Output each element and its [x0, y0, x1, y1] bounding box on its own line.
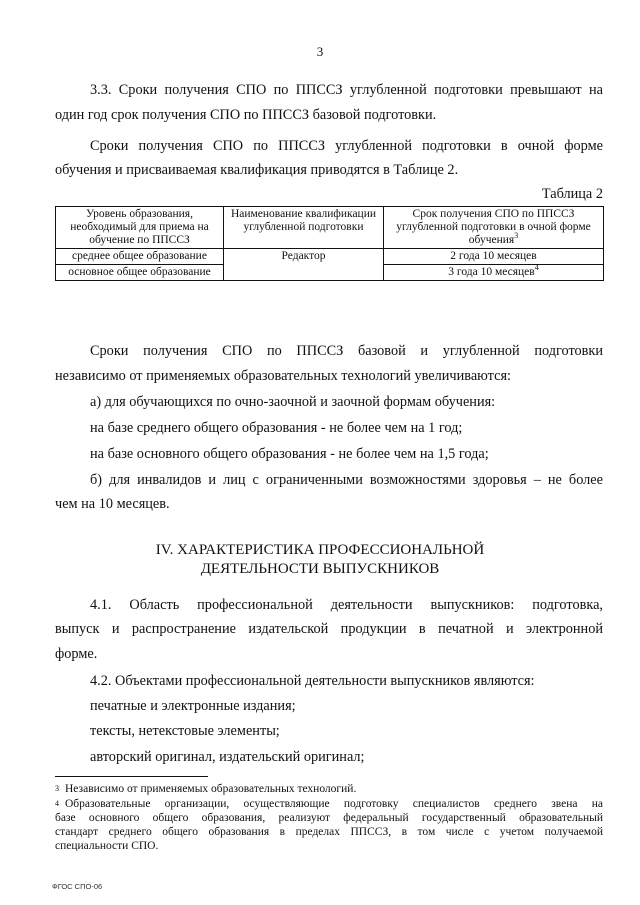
- footnote-ref-3: 3: [514, 231, 519, 241]
- para-4-2: 4.2. Объектами профессиональной деятельности выпускников являются:: [90, 673, 535, 689]
- object-item: тексты, нетекстовые элементы;: [90, 723, 280, 739]
- object-item: авторский оригинал, издательский оригинал;: [90, 749, 365, 765]
- section-title-line2: ДЕЯТЕЛЬНОСТИ ВЫПУСКНИКОВ: [200, 561, 440, 577]
- para-increase-line2: независимо от применяемых образовательных технологий увеличиваются:: [55, 368, 511, 384]
- table-cell-level: основное общее образование: [56, 265, 224, 281]
- table-caption: Таблица 2: [541, 186, 603, 202]
- footnote-4-line2: базе основного общего образования, реализуют федеральный государственный образовательный: [55, 812, 603, 824]
- item-a: а) для обучающихся по очно-заочной и заочной формам обучения:: [90, 394, 496, 410]
- footnote-ref-4: 4: [534, 263, 539, 273]
- page-number: 3: [316, 44, 324, 59]
- para-3-3-line1: 3.3. Сроки получения СПО по ППССЗ углубленной подготовки превышают на: [90, 82, 603, 98]
- table-header-qualification: Наименование квалификации углубленной подготовки: [224, 207, 384, 249]
- table-cell-level: среднее общее образование: [56, 249, 224, 265]
- footnote-4-line1: $^4$ Образовательные организации, осуществляющие подготовку специалистов среднего звена на: [55, 798, 603, 810]
- item-b-line2: чем на 10 месяцев.: [55, 496, 170, 512]
- para-3-3-line2: один год срок получения СПО по ППССЗ базовой подготовки.: [55, 107, 437, 123]
- table-header-level: Уровень образования, необходимый для приема на обучение по ППССЗ: [56, 207, 224, 249]
- para-increase-line1: Сроки получения СПО по ППССЗ базовой и углубленной подготовки: [90, 343, 603, 359]
- para-4-1-line1: 4.1. Область профессиональной деятельности выпускников: подготовка,: [90, 597, 603, 613]
- section-title-line1: IV. ХАРАКТЕРИСТИКА ПРОФЕССИОНАЛЬНОЙ: [155, 542, 485, 558]
- footnote-3: $^3$ Независимо от применяемых образовательных технологий.: [55, 783, 357, 795]
- table-header-duration: Срок получения СПО по ППССЗ углубленной подготовки в очной форме обучения$^3$: [384, 207, 604, 249]
- item-secondary: на базе среднего общего образования - не более чем на 1 год;: [90, 420, 463, 436]
- document-code: ФГОС СПО-06: [52, 882, 103, 891]
- item-basic: на базе основного общего образования - не более чем на 1,5 года;: [90, 446, 489, 462]
- para-terms-line1: Сроки получения СПО по ППССЗ углубленной подготовки в очной форме: [90, 138, 603, 154]
- table-cell-qualification: Редактор: [224, 249, 384, 281]
- para-4-1-line3: форме.: [55, 646, 98, 662]
- object-item: печатные и электронные издания;: [90, 698, 296, 714]
- footnote-4-line4: специальности СПО.: [55, 840, 159, 852]
- table-row: [56, 249, 604, 265]
- item-b-line1: б) для инвалидов и лиц с ограниченными возможностями здоровья – не более: [90, 472, 603, 488]
- para-4-1-line2: выпуск и распространение издательской продукции в печатной и электронной: [55, 621, 603, 637]
- table-2: [55, 206, 604, 281]
- table-cell-duration: 3 года 10 месяцев$^4$: [384, 265, 604, 281]
- footnote-separator: [55, 776, 208, 777]
- para-terms-line2: обучения и присваиваемая квалификация приводятся в Таблице 2.: [55, 162, 459, 178]
- footnote-4-line3: стандарт среднего общего образования в пределах ППССЗ, в том числе с учетом получаемой: [55, 826, 603, 838]
- table-header-row: [56, 207, 604, 249]
- table-cell-duration: 2 года 10 месяцев: [384, 249, 604, 265]
